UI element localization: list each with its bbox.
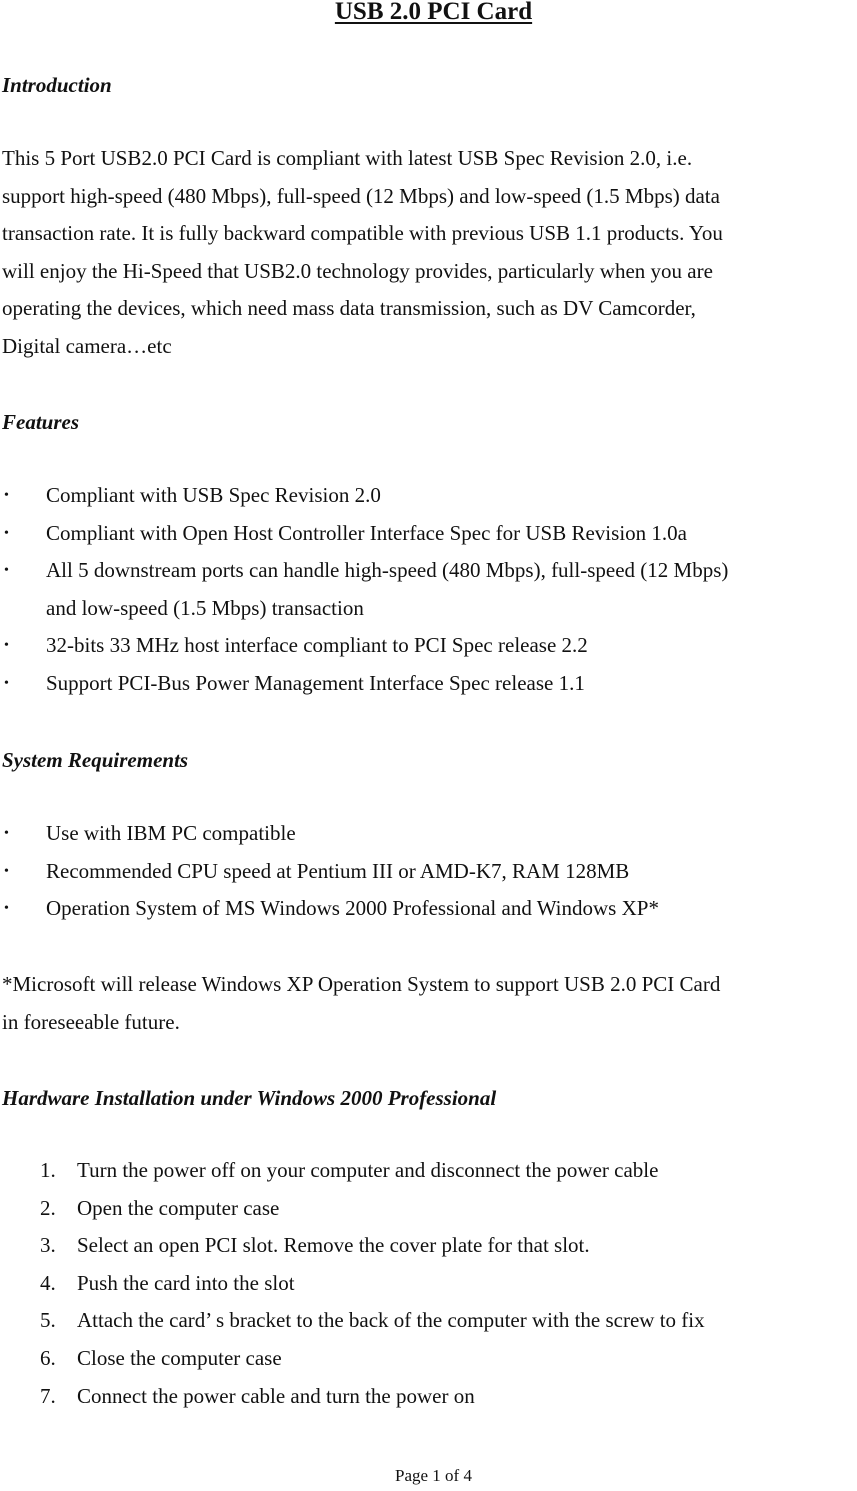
list-item [0, 853, 857, 891]
step-number: 3. [40, 1233, 56, 1258]
list-item [0, 1340, 705, 1378]
bullet-icon: • [4, 826, 9, 841]
system-requirements-list [0, 815, 857, 928]
note-line: in foreseeable future. [2, 1009, 180, 1034]
requirement-text: Recommended CPU speed at Pentium III or AMD-K7, RAM 128MB [46, 858, 630, 883]
step-number: 4. [40, 1270, 56, 1295]
step-text: Open the computer case [77, 1195, 280, 1220]
introduction-paragraph [2, 140, 857, 366]
step-number: 2. [40, 1195, 56, 1220]
introduction-line: support high-speed (480 Mbps), full-speed (12 Mbps) and low-speed (1.5 Mbps) data [2, 183, 720, 208]
feature-text: All 5 downstream ports can handle high-speed (480 Mbps), full-speed (12 Mbps) [46, 558, 729, 583]
introduction-heading: Introduction [2, 73, 112, 97]
features-list [0, 477, 857, 703]
feature-text: Compliant with Open Host Controller Interface Spec for USB Revision 1.0a [46, 520, 687, 545]
bullet-icon: • [4, 675, 9, 691]
introduction-line: will enjoy the Hi-Speed that USB2.0 technology provides, particularly when you are [2, 258, 713, 283]
requirement-text: Operation System of MS Windows 2000 Professional and Windows XP* [46, 896, 659, 921]
step-text: Select an open PCI slot. Remove the cover plate for that slot. [77, 1233, 590, 1258]
system-requirements-note [2, 966, 857, 1041]
list-item [0, 1152, 705, 1190]
bullet-icon: • [4, 563, 9, 579]
step-text: Attach the card’ s bracket to the back of the computer with the screw to fix [77, 1308, 705, 1333]
step-number: 7. [40, 1383, 56, 1408]
document-title-text: USB 2.0 PCI Card [334, 0, 533, 25]
list-item [0, 1302, 705, 1340]
bullet-icon: • [4, 863, 9, 879]
list-item [0, 1265, 705, 1303]
list-item [0, 1190, 705, 1228]
list-item [0, 627, 857, 665]
introduction-line: Digital camera…etc [2, 333, 172, 358]
system-requirements-heading: System Requirements [2, 748, 189, 772]
list-item [0, 477, 857, 515]
list-item [0, 1227, 705, 1265]
requirement-text: Use with IBM PC compatible [46, 821, 296, 845]
feature-text: and low-speed (1.5 Mbps) transaction [46, 595, 364, 620]
list-item [0, 665, 857, 703]
list-item [0, 815, 857, 853]
bullet-icon: • [4, 638, 9, 654]
list-item-continuation [0, 590, 857, 628]
page-footer: Page 1 of 4 [395, 1466, 472, 1485]
step-text: Close the computer case [77, 1345, 282, 1370]
bullet-icon: • [4, 488, 9, 503]
feature-text: Support PCI-Bus Power Management Interface Spec release 1.1 [46, 670, 585, 695]
step-text: Connect the power cable and turn the power on [77, 1383, 475, 1408]
introduction-line: operating the devices, which need mass data transmission, such as DV Camcorder, [2, 296, 696, 321]
introduction-line: This 5 Port USB2.0 PCI Card is compliant with latest USB Spec Revision 2.0, i.e. [2, 146, 693, 170]
step-text: Turn the power off on your computer and disconnect the power cable [77, 1158, 659, 1182]
document-title [0, 0, 857, 28]
note-line: *Microsoft will release Windows XP Operation System to support USB 2.0 PCI Card [2, 972, 721, 996]
bullet-icon: • [4, 525, 9, 541]
step-number: 6. [40, 1345, 56, 1370]
list-item [0, 1378, 705, 1416]
step-text: Push the card into the slot [77, 1270, 295, 1295]
installation-steps-list [0, 1152, 705, 1415]
hardware-installation-heading: Hardware Installation under Windows 2000 Professional [2, 1086, 497, 1110]
feature-text: 32-bits 33 MHz host interface compliant to PCI Spec release 2.2 [46, 633, 588, 658]
step-number: 1. [40, 1158, 56, 1182]
introduction-line: transaction rate. It is fully backward compatible with previous USB 1.1 products. You [2, 221, 723, 246]
bullet-icon: • [4, 901, 9, 917]
list-item [0, 890, 857, 928]
list-item [0, 552, 857, 590]
feature-text: Compliant with USB Spec Revision 2.0 [46, 483, 381, 507]
step-number: 5. [40, 1308, 56, 1333]
list-item [0, 515, 857, 553]
features-heading: Features [2, 410, 80, 434]
